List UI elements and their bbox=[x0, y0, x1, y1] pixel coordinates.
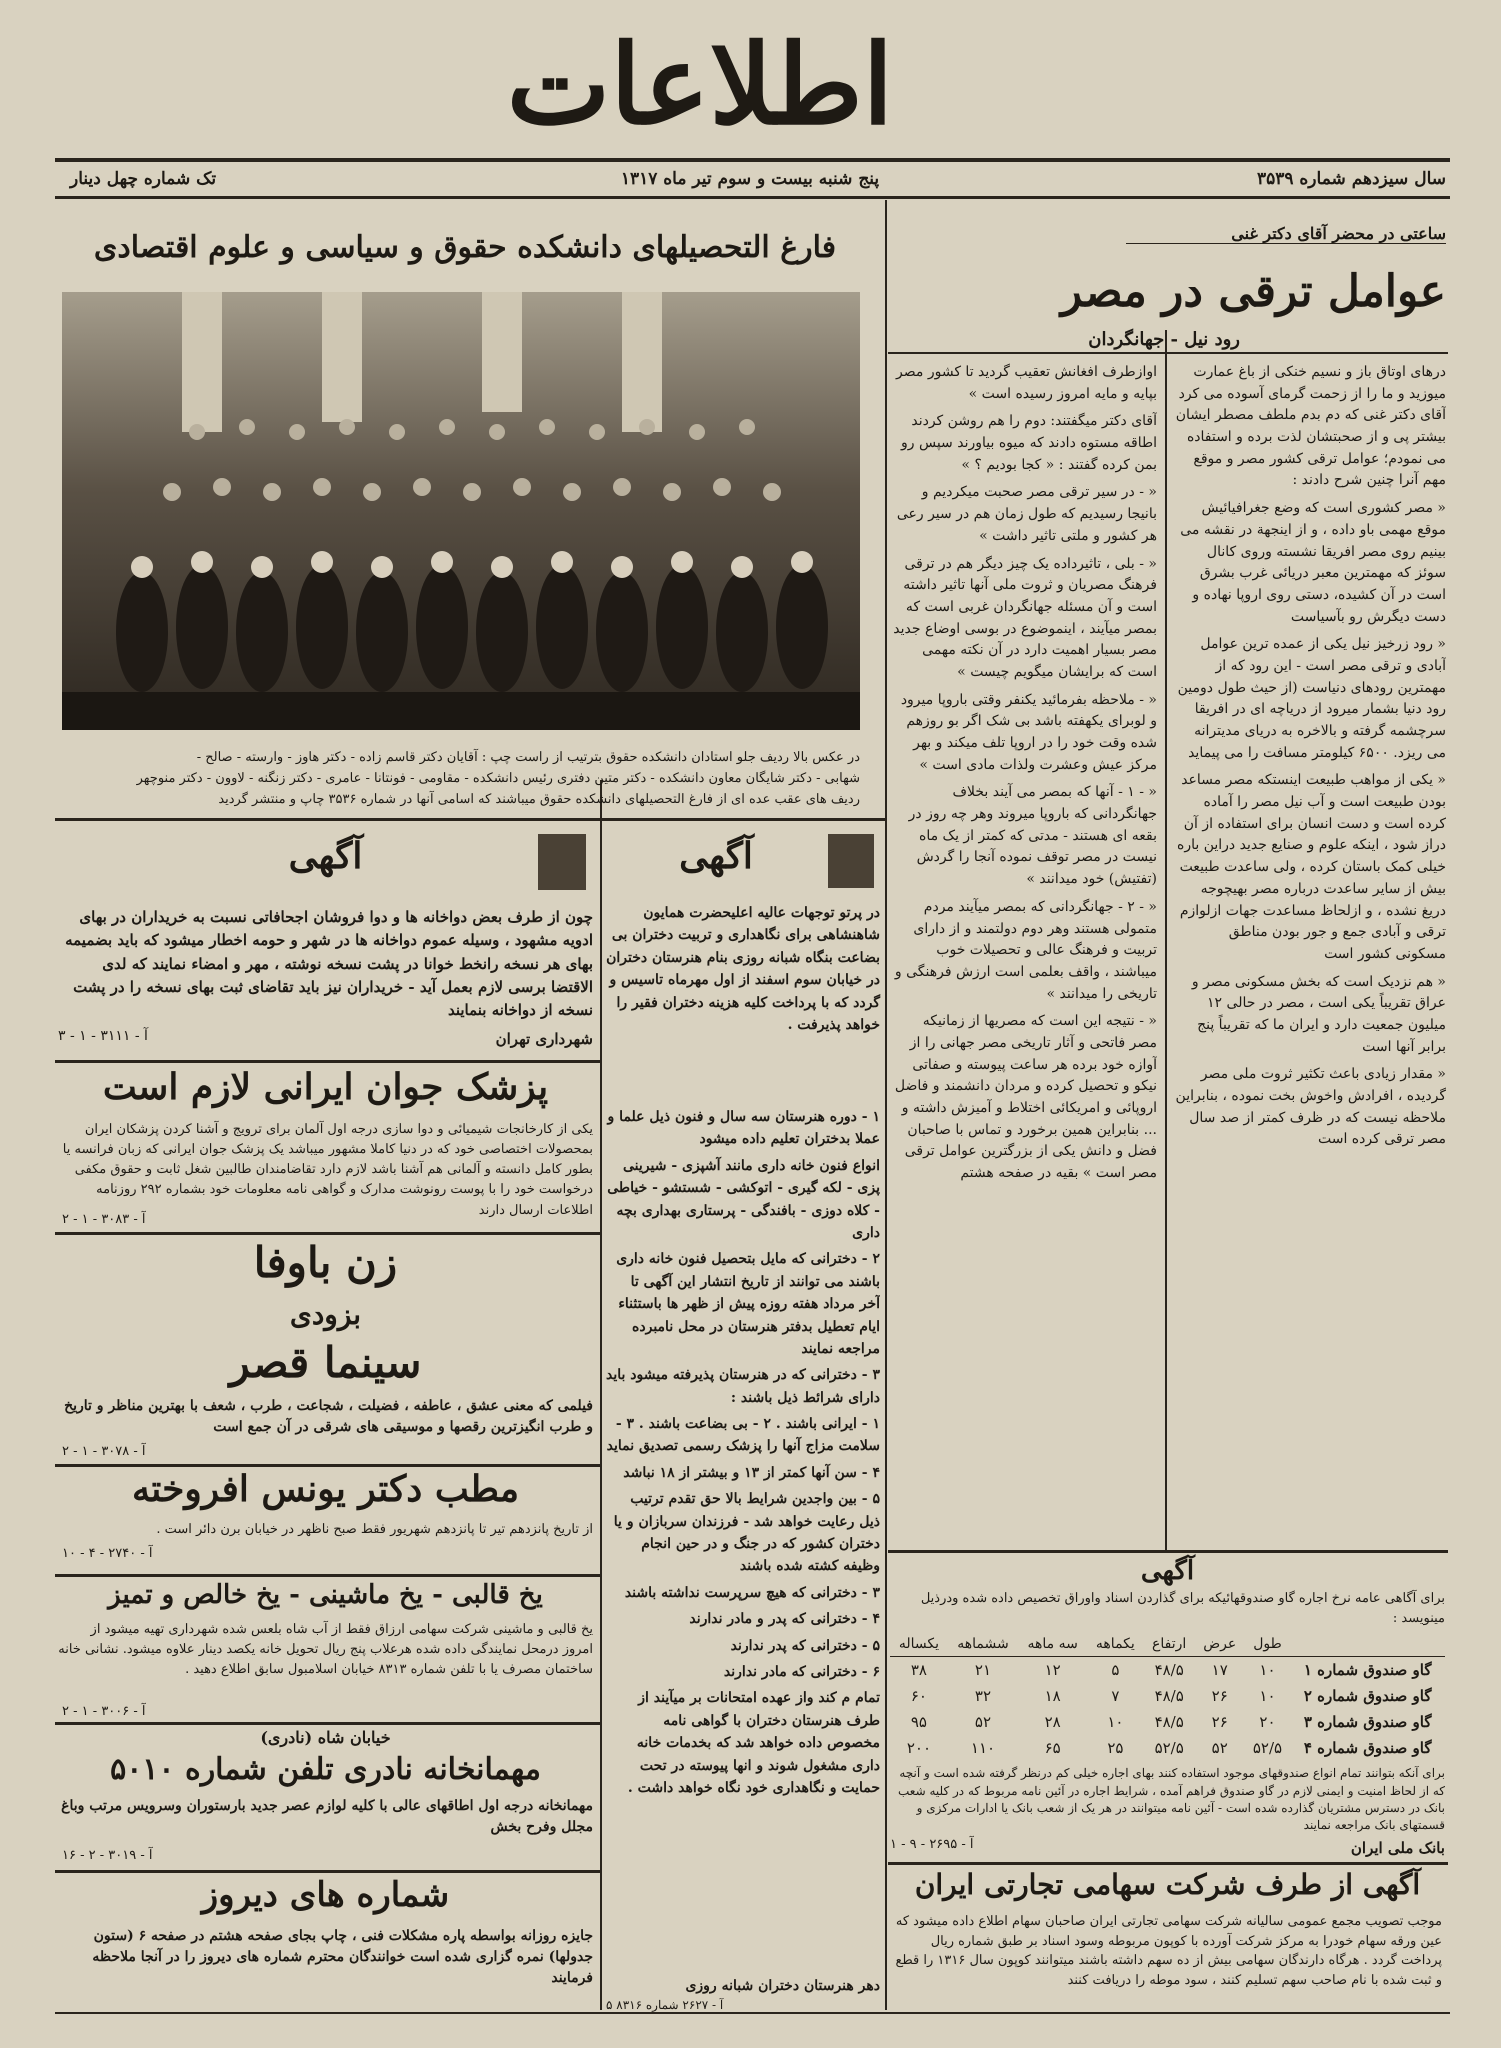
tariff-cell: ۵ bbox=[1111, 1661, 1120, 1680]
rule-above-ice bbox=[55, 1574, 600, 1577]
tariff-cell: ۲۸ bbox=[1044, 1713, 1061, 1732]
tariff-cell: ۱۱۰ bbox=[970, 1739, 996, 1758]
egypt-col1-p5: « هم نزدیک است که بخش مسکونی مصر و عراق تقریباً یکی است ، مصر در حالی ۱۲ میلیون جمعیت دارد و ایران ما که تقریباً پنج برابر آنها است bbox=[1191, 973, 1446, 1055]
list-item: ۳ - دخترانی که هیچ سرپرست نداشته باشند bbox=[624, 1584, 880, 1601]
clinic-ad-code: آ - ۲۷۴۰ - ۴ - ۱۰ bbox=[62, 1546, 153, 1561]
rule-below-photo bbox=[55, 818, 885, 821]
divider-main bbox=[885, 200, 887, 2010]
trading-ad-body: موجب تصویب مجمع عمومی سالیانه شرکت سهامی تجارتی ایران صاحبان سهام اطلاع داده میشود که عین ورقه سهام خودرا به مرکز شرکت آورده با کوپون مربوطه وسود اسناد بر طبق شماره ریال پرداخت گردد . هرگاه دارندگان سهامی بیش از ده سهم داشته باشند میتوانند کوپون سال ۱۳۱۶ را قطع و ثبت شده با نام صاحب سهم تسلیم کنند ، سود موطه را دریافت کنند bbox=[895, 1914, 1442, 1988]
tariff-cell: ۱۰ bbox=[1259, 1661, 1276, 1680]
list-item: ۴ - دخترانی که پدر و مادر ندارند bbox=[689, 1611, 880, 1628]
tariff-cell: ۲۵ bbox=[1107, 1739, 1124, 1758]
egypt-kicker: ساعتی در محضر آقای دکتر غنی bbox=[1126, 224, 1446, 244]
doctor-ad-body: یکی از کارخانجات شیمیائی و دوا سازی درجه اول آلمان برای ترویج و آشنا کردن پزشکان ایران بمحصولات اختصاصی خود که در دنیا کاملا مشهور میباشد یک پزشک جوان ایرانی که زبان فرانسه یا بطور کامل دانسته و آلمانی هم آشنا باشد لازم دارد تقاضامندان طالبین شغل ثابت و حقوق مکفی درخواست خود را با پوست رونوشت مدارک و گواهی نامه معلومات خود بشماره ۲۹۲ روزنامه اطلاعات ارسال دارند bbox=[62, 1122, 593, 1218]
tariff-ad-code: آ - ۲۶۹۵ - ۹ - ۱ bbox=[890, 1836, 974, 1852]
shahnameh-emblem-icon bbox=[828, 834, 874, 888]
tariff-cell: ۳۲ bbox=[974, 1687, 992, 1706]
tariff-cell: ۵۲ bbox=[1211, 1739, 1228, 1758]
school-ad bbox=[606, 828, 880, 2018]
tariff-header: عرض bbox=[1195, 1632, 1245, 1657]
tariff-cell: ۲۰۰ bbox=[906, 1739, 931, 1758]
list-item: ۵ - دخترانی که پدر ندارند bbox=[730, 1637, 880, 1654]
pharmacy-ad-title: آگهی bbox=[288, 835, 363, 877]
tariff-table bbox=[890, 1632, 1445, 1761]
ice-ad-body: یخ قالبی و ماشینی شرکت سهامی ارزاق فقط از آب شاه بلعس شده شهرداری تهیه میشود از امروز درمحل نمایندگی داده شده هرعلاب پنج ریال تحویل خانه یکصد دینار علاوه میشود. نشانی خانه ساختمان مصرف یا با تلفن شماره ۸۳۱۳ خیابان اسلامبول سابق اطلاع دهید . bbox=[58, 1622, 593, 1678]
tariff-header: یکساله bbox=[890, 1632, 948, 1657]
school-ad-signature: دهر هنرستان دختران شبانه روزی bbox=[685, 1978, 880, 1994]
tariff-header bbox=[1290, 1632, 1445, 1657]
table-row bbox=[890, 1683, 1445, 1709]
photo-caption-line-2: شهابی - دکتر شایگان معاون دانشکده - دکتر متین دفتری رئیس دانشکده - مقاومی - فونتانا - عامری - دکتر زنگنه - لاوون - دکتر منوچهر bbox=[136, 770, 860, 786]
graduates-photo-graphic bbox=[62, 292, 860, 730]
tariff-cell: ۱۷ bbox=[1211, 1661, 1228, 1680]
tariff-cell: گاو صندوق شماره ۱ bbox=[1303, 1661, 1432, 1680]
hotel-ad-code: آ - ۳۰۱۹ - ۲ - ۱۶ bbox=[62, 1848, 153, 1863]
past-issues-headline: شماره های دیروز bbox=[201, 1875, 450, 1915]
tariff-cell: ۹۵ bbox=[910, 1713, 927, 1732]
masthead-rule-top bbox=[55, 158, 1450, 162]
school-ad-title: آگهی bbox=[679, 835, 753, 877]
pharmacy-ad-signature: شهرداری تهران bbox=[495, 1030, 593, 1048]
tariff-header: یکماهه bbox=[1087, 1632, 1143, 1657]
egypt-col2-p2: آقای دکتر میگفتند: دوم را هم روشن کردند اطاقه مستوه دادند که میوه بیاورند سپس رو بمن کرده گفتند : « کجا بودیم ؟ » bbox=[901, 413, 1157, 473]
rule-above-past-issues bbox=[55, 1870, 600, 1873]
tariff-cell: ۵۲ bbox=[974, 1713, 992, 1732]
list-item: ۱ - دوره هنرستان سه سال و فنون ذیل علما و عملا بدختران تعلیم داده میشود bbox=[607, 1109, 880, 1148]
cinema-ad-line2: بزودی bbox=[289, 1298, 362, 1331]
photo-caption-line-3: ردیف های عقب عده ای از فارغ التحصیلهای دانشکده حقوق میباشند که اسامی آنها در شماره ۳۵۳۶ چاپ و منتشر گردید bbox=[218, 791, 860, 807]
table-row bbox=[890, 1709, 1445, 1735]
trading-ad-headline: آگهی از طرف شرکت سهامی تجارتی ایران bbox=[914, 1868, 1421, 1901]
pharmacy-ad bbox=[58, 828, 593, 1058]
egypt-col2-p6: « - ۱ - آنها که بمصر می آیند بخلاف جهانگردانی که باروپا میروند وهر چه روز در بقعه ای هستند - مدتی که کمتر از یک ماه نیست در مصر توقف نموده آنجا را گردش (تفتیش) خود میدانند » bbox=[908, 784, 1157, 888]
clinic-ad-headline: مطب دکتر یونس افروخته bbox=[131, 1468, 520, 1510]
school-ad-code: آ - ۲۶۲۷ شماره ۸۳۱۶ ۵ bbox=[606, 1998, 724, 2012]
egypt-headline: عوامل ترقی در مصر bbox=[1060, 266, 1446, 317]
tariff-ad-signature: بانک ملی ایران bbox=[1350, 1838, 1445, 1857]
tariff-cell: ۵۲/۵ bbox=[1154, 1739, 1184, 1758]
egypt-subhead: رود نیل - جهانگردان bbox=[1088, 329, 1240, 350]
tariff-header: سه ماهه bbox=[1018, 1632, 1087, 1657]
tariff-cell: گاو صندوق شماره ۲ bbox=[1303, 1687, 1432, 1706]
egypt-col1-p6: « مقدار زیادی باعث تکثیر ثروت ملی مصر گردیده ، افرادش واخوش بخت نموده ، بنابراین ملاحظه نیست که در ظرف کمتر از صد سال مصر ترقی کرده است bbox=[1175, 1066, 1446, 1148]
school-ad-items bbox=[606, 1106, 880, 1976]
egypt-col1-p3: « رود زرخیز نیل یکی از عمده ترین عوامل آبادی و ترقی مصر است - این رود که از مهمترین رودهای دنیاست (از حیث طول دومین رود دنیا بشمار میرود از دریاچه ای در افریقا سرچشمه گرفته و بالاخره به دریای مدیترانه می ریزد. ۶۵۰۰ کیلومتر مسافت را می پیماید bbox=[1177, 636, 1446, 761]
rule-above-doctor bbox=[55, 1060, 600, 1063]
tariff-cell: ۴۸/۵ bbox=[1154, 1661, 1184, 1680]
doctor-ad-code: آ - ۳۰۸۳ - ۱ - ۲ bbox=[62, 1212, 146, 1227]
cinema-ad-line1: زن باوفا bbox=[253, 1238, 398, 1287]
school-ad-intro: در پرتو توجهات عالیه اعلیحضرت همایون شاهنشاهی برای نگاهداری و تربیت دختران بی بضاعت بنگاه شبانه روزی بنام هنرستان دختران در خیابان سوم اسفند از اول مهرماه تاسیس و گردد که با پرداخت کلیه هزینه دختران فقیر را خواهد پذیرفت . bbox=[606, 905, 880, 1033]
egypt-col2-p1: اوازطرف افغانش تعقیب گردید تا کشور مصر بپایه و مایه امروز رسیده است » bbox=[896, 364, 1157, 402]
egypt-col2-p5: « - ملاحظه بفرمائید یکنفر وقتی باروپا میرود و لوبرای یکهفته باشد بی شک اگر بو روزهم شده وقت خود را در اروپا تلف میکند و بهر مرکز عیش وعشرت ولذات مادی است » bbox=[900, 691, 1157, 773]
cinema-ad-body: فیلمی که معنی عشق ، عاطفه ، فضیلت ، شجاعت ، طرب ، شعف با بهترین مناظر و تاریخ و طرب انگیزترین رقصها و موسیقی های شرقی در آن جمع است bbox=[64, 1398, 593, 1435]
egypt-col2-p7: « - ۲ - جهانگردانی که بمصر میآیند مردم متمولی هستند وهر دوم دولتمند و از دارای تربیت و فرهنگ عالی و تحصیلات خوب میباشند ، واقف بعلمی است ارزش فرهنگی و تاریخی را میدانند » bbox=[894, 898, 1157, 1002]
pharmacy-ad-code: آ - ۳۱۱۱ - ۱ - ۳ bbox=[58, 1028, 148, 1044]
table-row bbox=[890, 1735, 1445, 1761]
list-item: ۵ - بین واجدین شرایط بالا حق تقدم ترتیب ذیل رعایت خواهد شد - فرزندان سربازان و یا دختران کشور که در جنگ و در حین انجام وظیفه کشته شده باشند bbox=[613, 1491, 880, 1575]
tariff-header: ششماهه bbox=[948, 1632, 1018, 1657]
page-bottom-rule bbox=[55, 2012, 1450, 2014]
egypt-col2-p3: « - در سیر ترقی مصر صحبت میکردیم و بانیجا رسیدیم که طول زمان هم در سیر رعی هر کشور و ملتی تاثیر داشت » bbox=[896, 484, 1157, 544]
tariff-cell: ۶۰ bbox=[910, 1687, 927, 1706]
hotel-ad-body: مهمانخانه درجه اول اطاقهای عالی با کلیه لوازم عصر جدید بارستوران وسرویس مرتب وباغ مجلل وفرح بخش bbox=[61, 1798, 593, 1835]
photo-caption-line-1: در عکس بالا ردیف جلو استادان دانشکده حقوق بترتیب از راست چپ : آقایان دکتر قاسم زاده - دکتر هاوز - وارسته - صالح - bbox=[196, 750, 860, 765]
dateline-price: تک شماره چهل دینار bbox=[70, 169, 217, 189]
tariff-header: ارتفاع bbox=[1144, 1632, 1195, 1657]
list-item: ۴ - سن آنها کمتر از ۱۳ و بیشتر از ۱۸ نباشد bbox=[623, 1464, 880, 1481]
pharmacy-ad-body: چون از طرف بعض دواخانه ها و دوا فروشان اجحافاتی نسبت به خریداران در بهای ادویه مشهود ، وسیله عموم دواخانه ها در شهر و حومه اخطار میشود که باید بضمیمه بهای هر نسخه رانخط خوانا در پشت نسخه نوشته ، مهر و امضاء نمایند که لدی الاقتضا برسی لازم بعمل آید - خریداران نیز باید تقاضای ثبت بهای نسخه را در پشت نسخه از دواخانه بنمایند bbox=[65, 908, 593, 1019]
tariff-cell: ۲۶ bbox=[1211, 1713, 1228, 1732]
tariff-cell: گاو صندوق شماره ۳ bbox=[1303, 1713, 1432, 1732]
cinema-ad-code: آ - ۳۰۷۸ - ۱ - ۲ bbox=[62, 1444, 146, 1459]
egypt-column-left bbox=[893, 362, 1157, 1532]
tariff-cell: ۱۲ bbox=[1044, 1661, 1061, 1680]
graduates-photo bbox=[62, 292, 860, 730]
rule-above-cinema bbox=[55, 1232, 600, 1235]
photo-headline: فارغ التحصیلهای دانشکده حقوق و سیاسی و علوم اقتصادی bbox=[93, 230, 837, 265]
egypt-column-right bbox=[1174, 362, 1446, 1532]
ice-ad-headline: یخ قالبی - یخ ماشینی - یخ خالص و تمیز bbox=[108, 1580, 543, 1610]
tariff-header-row bbox=[890, 1632, 1445, 1657]
list-item: ۶ - دخترانی که مادر ندارند bbox=[723, 1663, 880, 1680]
divider-egypt-cols bbox=[1165, 330, 1167, 1550]
rule-above-hotel bbox=[55, 1722, 600, 1725]
photo-caption bbox=[62, 748, 860, 810]
tariff-ad-title: آگهی bbox=[1140, 1556, 1195, 1586]
tariff-cell: ۲۱ bbox=[974, 1661, 992, 1680]
list-item: انواع فنون خانه داری مانند آشپزی - شیرینی پزی - لکه گیری - اتوکشی - شستشو - خیاطی - کلاه دوزی - بافندگی - پرستاری بهداری بچه داری bbox=[607, 1157, 880, 1241]
masthead-title: اطلاعات bbox=[506, 20, 894, 149]
dateline-issue: سال سیزدهم شماره ۳۵۳۹ bbox=[1256, 169, 1446, 189]
tariff-cell: گاو صندوق شماره ۴ bbox=[1303, 1739, 1432, 1758]
rule-above-tariff bbox=[888, 1550, 1448, 1553]
clinic-ad-body: از تاریخ پانزدهم تیر تا پانزدهم شهریور فقط صبح ناظهر در خیابان برن دائر است . bbox=[156, 1522, 593, 1537]
tariff-cell: ۲۰ bbox=[1259, 1713, 1276, 1732]
tariff-cell: ۱۸ bbox=[1044, 1687, 1061, 1706]
tariff-ad bbox=[890, 1556, 1445, 1856]
rule-above-trading bbox=[888, 1862, 1448, 1865]
list-item: ۱ - ایرانی باشند . ۲ - بی بضاعت باشند . ۳ - سلامت مزاج آنها را پزشک رسمی تصدیق نماید bbox=[606, 1416, 880, 1455]
tariff-ad-notes: برای آنکه بتوانند تمام انواع صندوقهای موجود استفاده کنند بهای اجاره خیلی کم درنظر گرفته شده است و آنچه که از لحاظ امنیت و ایمنی لازم در گاو صندوق فراهم آمده ، شرایط اجاره در آئین نامه مربوط که در کلیه شعب بانک در دسترس مشتریان گذارده شده است - آئین نامه میتوانند در هر یک از شعب بانک یا ادارات مرکزی و قسمتهای بانک مراجعه نمایند bbox=[898, 1766, 1445, 1833]
tariff-cell: ۱۰ bbox=[1107, 1713, 1124, 1732]
dateline-date: پنج شنبه بیست و سوم تیر ماه ۱۳۱۷ bbox=[620, 169, 880, 189]
past-issues-body: جایزه روزانه بواسطه پاره مشکلات فنی ، چاپ بجای صفحه هشتم در صفحه ۶ (ستون جدولها) نمره گزاری شده است خوانندگان محترم شماره های دیروز را در آنجا ملاحظه فرمایند bbox=[92, 1928, 593, 1986]
list-item: ۳ - دخترانی که در هنرستان پذیرفته میشود باید دارای شرائط ذیل باشند : bbox=[606, 1367, 880, 1406]
egypt-col1-p1: درهای اوتاق باز و نسیم خنکی از باغ عمارت میوزید و ما را از زحمت گرمای آسوده می کرد آقای دکتر غنی که دم بدم ملطف مصطر ایشان بیشتر پی و از صحبتشان لذت برده و استفاده می نمودم؛ عوامل ترقی کشور مصر و موقع مهم آنرا چنین شرح دادند : bbox=[1175, 364, 1446, 489]
tariff-cell: ۳۸ bbox=[910, 1661, 927, 1680]
tariff-cell: ۴۸/۵ bbox=[1154, 1713, 1184, 1732]
tariff-cell: ۶۵ bbox=[1044, 1739, 1061, 1758]
cinema-ad-line3: سینما قصر bbox=[229, 1338, 422, 1387]
list-item: ۲ - دخترانی که مایل بتحصیل فنون خانه داری باشند می توانند از تاریخ انتشار این آگهی تا آخر مرداد هفته روزه پیش از ظهر ها باستثناء ایام تعطیل بدفتر هنرستان در محل نامبرده مراجعه نمایند bbox=[616, 1251, 880, 1357]
tariff-cell: ۱۰ bbox=[1259, 1687, 1276, 1706]
tariff-header: طول bbox=[1245, 1632, 1291, 1657]
tariff-cell: ۲۶ bbox=[1211, 1687, 1228, 1706]
tariff-cell: ۴۸/۵ bbox=[1154, 1687, 1184, 1706]
hotel-ad-headline: مهمانخانه نادری تلفن شماره ۵۰۱۰ bbox=[110, 1752, 541, 1787]
ice-ad-code: آ - ۳۰۰۶ - ۱ - ۲ bbox=[62, 1704, 146, 1719]
tariff-cell: ۷ bbox=[1111, 1687, 1120, 1706]
list-item: تمام م کند واز عهده امتحانات بر میآیند از طرف هنرستان دختران با گواهی نامه مخصوص داده خواهد شد که بخدمات خانه داری مشغول شوند و انها پیوسته در تحت حمایت و نگاهداری خود نگاه خواهد داشت . bbox=[627, 1690, 880, 1796]
rule-above-clinic bbox=[55, 1464, 600, 1467]
masthead-rule-bottom bbox=[55, 196, 1450, 199]
egypt-col2-p8: « - نتیجه این است که مصریها از زمانیکه مصر فاتحی و آثار تاریخی مصر جهانی را از آوازه خود برده هر ساعت پیوسته و صفاتی نیکو و تحصیل کرده و مردان دانشمند و فاضل اروپائی و امریکائی اختلاط و آمیزش داشته و ... بنابراین همین برخورد و تماس با صاحبان فضل و دانش یکی از بزرگترین عوامل ترقی مصر است » بقیه در صفحه هشتم bbox=[894, 1013, 1157, 1182]
egypt-col1-p4: « یکی از مواهب طبیعت اینستکه مصر مساعد بودن طبیعت است و آب نیل مصر را آماده کرده است و دست انسان برای استفاده از آن دراز شود ، اینکه علوم و صنایع جدید دراین باره خیلی کمک باستان کرده ، ولی ساعدت طبیعت بیش از سایر ساعدت درباره مصر بهیچوجه دریغ نشده ، و ازلحاظ مساعدت جهات ازلوازم ترقی و آبادی جمع و جور بودن مناطق مسکونی کشور است bbox=[1177, 772, 1446, 962]
rule-below-egypt-head bbox=[888, 352, 1448, 354]
table-row bbox=[890, 1657, 1445, 1684]
tariff-ad-intro: برای آگاهی عامه نرخ اجاره گاو صندوقهائیکه برای گذاردن اسناد واوراق تخصیص داده شده ودرذیل مینویسد : bbox=[920, 1591, 1445, 1626]
tariff-cell: ۵۲/۵ bbox=[1252, 1739, 1283, 1758]
egypt-col2-p4: « - بلی ، تاثیرداده یک چیز دیگر هم در ترقی فرهنگ مصریان و ثروت ملی آنها تاثیر داشته است و آن مسئله جهانگردان غربی است که بمصر میآیند ، اینموضوع در بوسی اوضاع جدید مصر بسیار اهمیت دارد در آن نکته مهمی است که برایشان میگویم چیست » bbox=[893, 555, 1157, 680]
hotel-ad-address: خیابان شاه (نادری) bbox=[260, 1728, 391, 1747]
egypt-col1-p2: « مصر کشوری است که وضع جغرافیائیش موقع مهمی باو داده ، و از اینجهة در نقشه می بینیم روی مصر افریقا نشسته وروی کانال سوئز که مهمترین معبر دریائی غرب بشرق است در آن کشیده، دستی روی اروپا نهاده و دست دیگرش رو بآسیاست bbox=[1180, 500, 1446, 625]
doctor-ad-headline: پزشک جوان ایرانی لازم است bbox=[102, 1066, 549, 1108]
pharmacy-ad-footer bbox=[58, 1028, 593, 1051]
divider-left-cols bbox=[600, 780, 602, 2010]
